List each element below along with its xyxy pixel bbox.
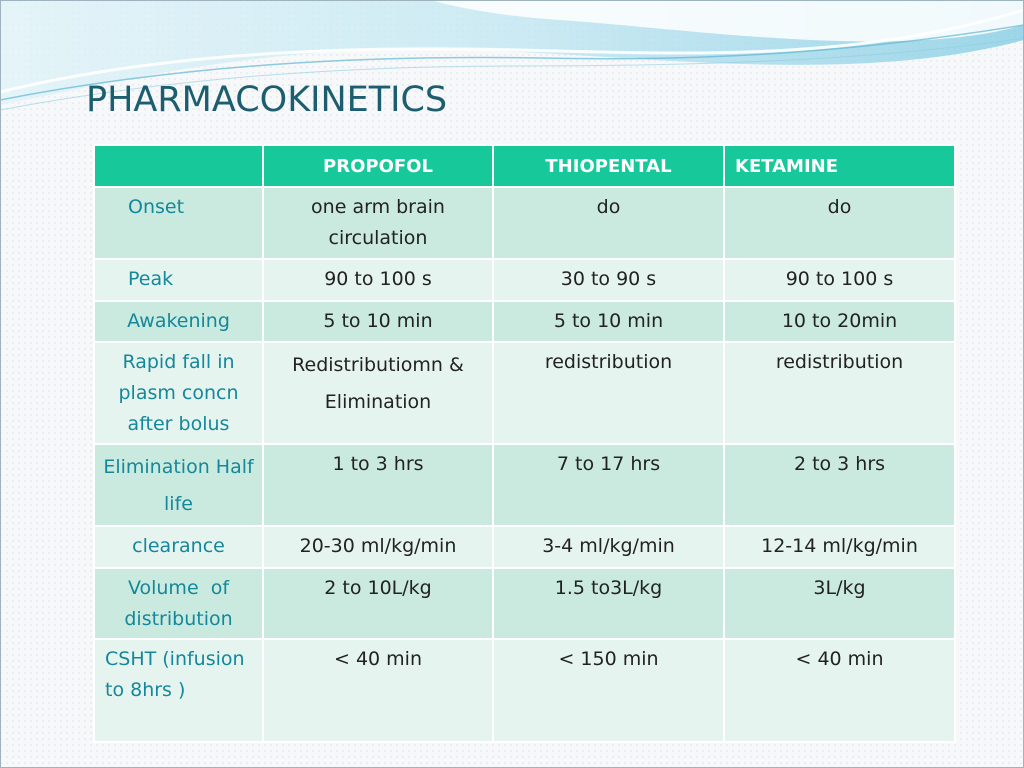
table-header-row — [94, 145, 955, 187]
table-row — [94, 639, 955, 742]
row-label-clearance: clearance — [94, 526, 263, 568]
header-ketamine: KETAMINE — [724, 145, 955, 187]
cell-propofol: 5 to 10 min — [263, 301, 493, 342]
cell-propofol: 90 to 100 s — [263, 259, 493, 301]
header-empty — [94, 145, 263, 187]
cell-ketamine: 3L/kg — [724, 568, 955, 639]
row-label-csht: CSHT (infusion to 8hrs ) — [94, 639, 263, 742]
table-row — [94, 187, 955, 259]
table-row — [94, 301, 955, 342]
cell-ketamine: 2 to 3 hrs — [724, 444, 955, 526]
cell-thiopental: 1.5 to3L/kg — [493, 568, 724, 639]
row-label-volume-of-distribution: Volume of distribution — [94, 568, 263, 639]
page-title: PHARMACOKINETICS — [86, 80, 448, 120]
table-row — [94, 526, 955, 568]
cell-propofol: one arm brain circulation — [263, 187, 493, 259]
cell-thiopental: 5 to 10 min — [493, 301, 724, 342]
header-thiopental: THIOPENTAL — [493, 145, 724, 187]
cell-ketamine: redistribution — [724, 342, 955, 444]
cell-ketamine: 12-14 ml/kg/min — [724, 526, 955, 568]
cell-ketamine: do — [724, 187, 955, 259]
table-row — [94, 342, 955, 444]
row-label-peak: Peak — [94, 259, 263, 301]
cell-propofol: Redistributiomn & Elimination — [263, 342, 493, 444]
cell-thiopental: < 150 min — [493, 639, 724, 742]
cell-propofol: 2 to 10L/kg — [263, 568, 493, 639]
cell-thiopental: 7 to 17 hrs — [493, 444, 724, 526]
header-propofol: PROPOFOL — [263, 145, 493, 187]
cell-propofol: < 40 min — [263, 639, 493, 742]
row-label-elimination-half-life: Elimination Half life — [94, 444, 263, 526]
cell-thiopental: 3-4 ml/kg/min — [493, 526, 724, 568]
row-label-onset: Onset — [94, 187, 263, 259]
cell-thiopental: do — [493, 187, 724, 259]
cell-ketamine: < 40 min — [724, 639, 955, 742]
table-row — [94, 444, 955, 526]
cell-ketamine: 10 to 20min — [724, 301, 955, 342]
cell-thiopental: redistribution — [493, 342, 724, 444]
cell-ketamine: 90 to 100 s — [724, 259, 955, 301]
cell-thiopental: 30 to 90 s — [493, 259, 724, 301]
table-row — [94, 259, 955, 301]
row-label-awakening: Awakening — [94, 301, 263, 342]
table-row — [94, 568, 955, 639]
cell-propofol: 1 to 3 hrs — [263, 444, 493, 526]
row-label-rapid-fall: Rapid fall in plasm concn after bolus — [94, 342, 263, 444]
pharmacokinetics-table — [93, 144, 956, 743]
cell-propofol: 20-30 ml/kg/min — [263, 526, 493, 568]
